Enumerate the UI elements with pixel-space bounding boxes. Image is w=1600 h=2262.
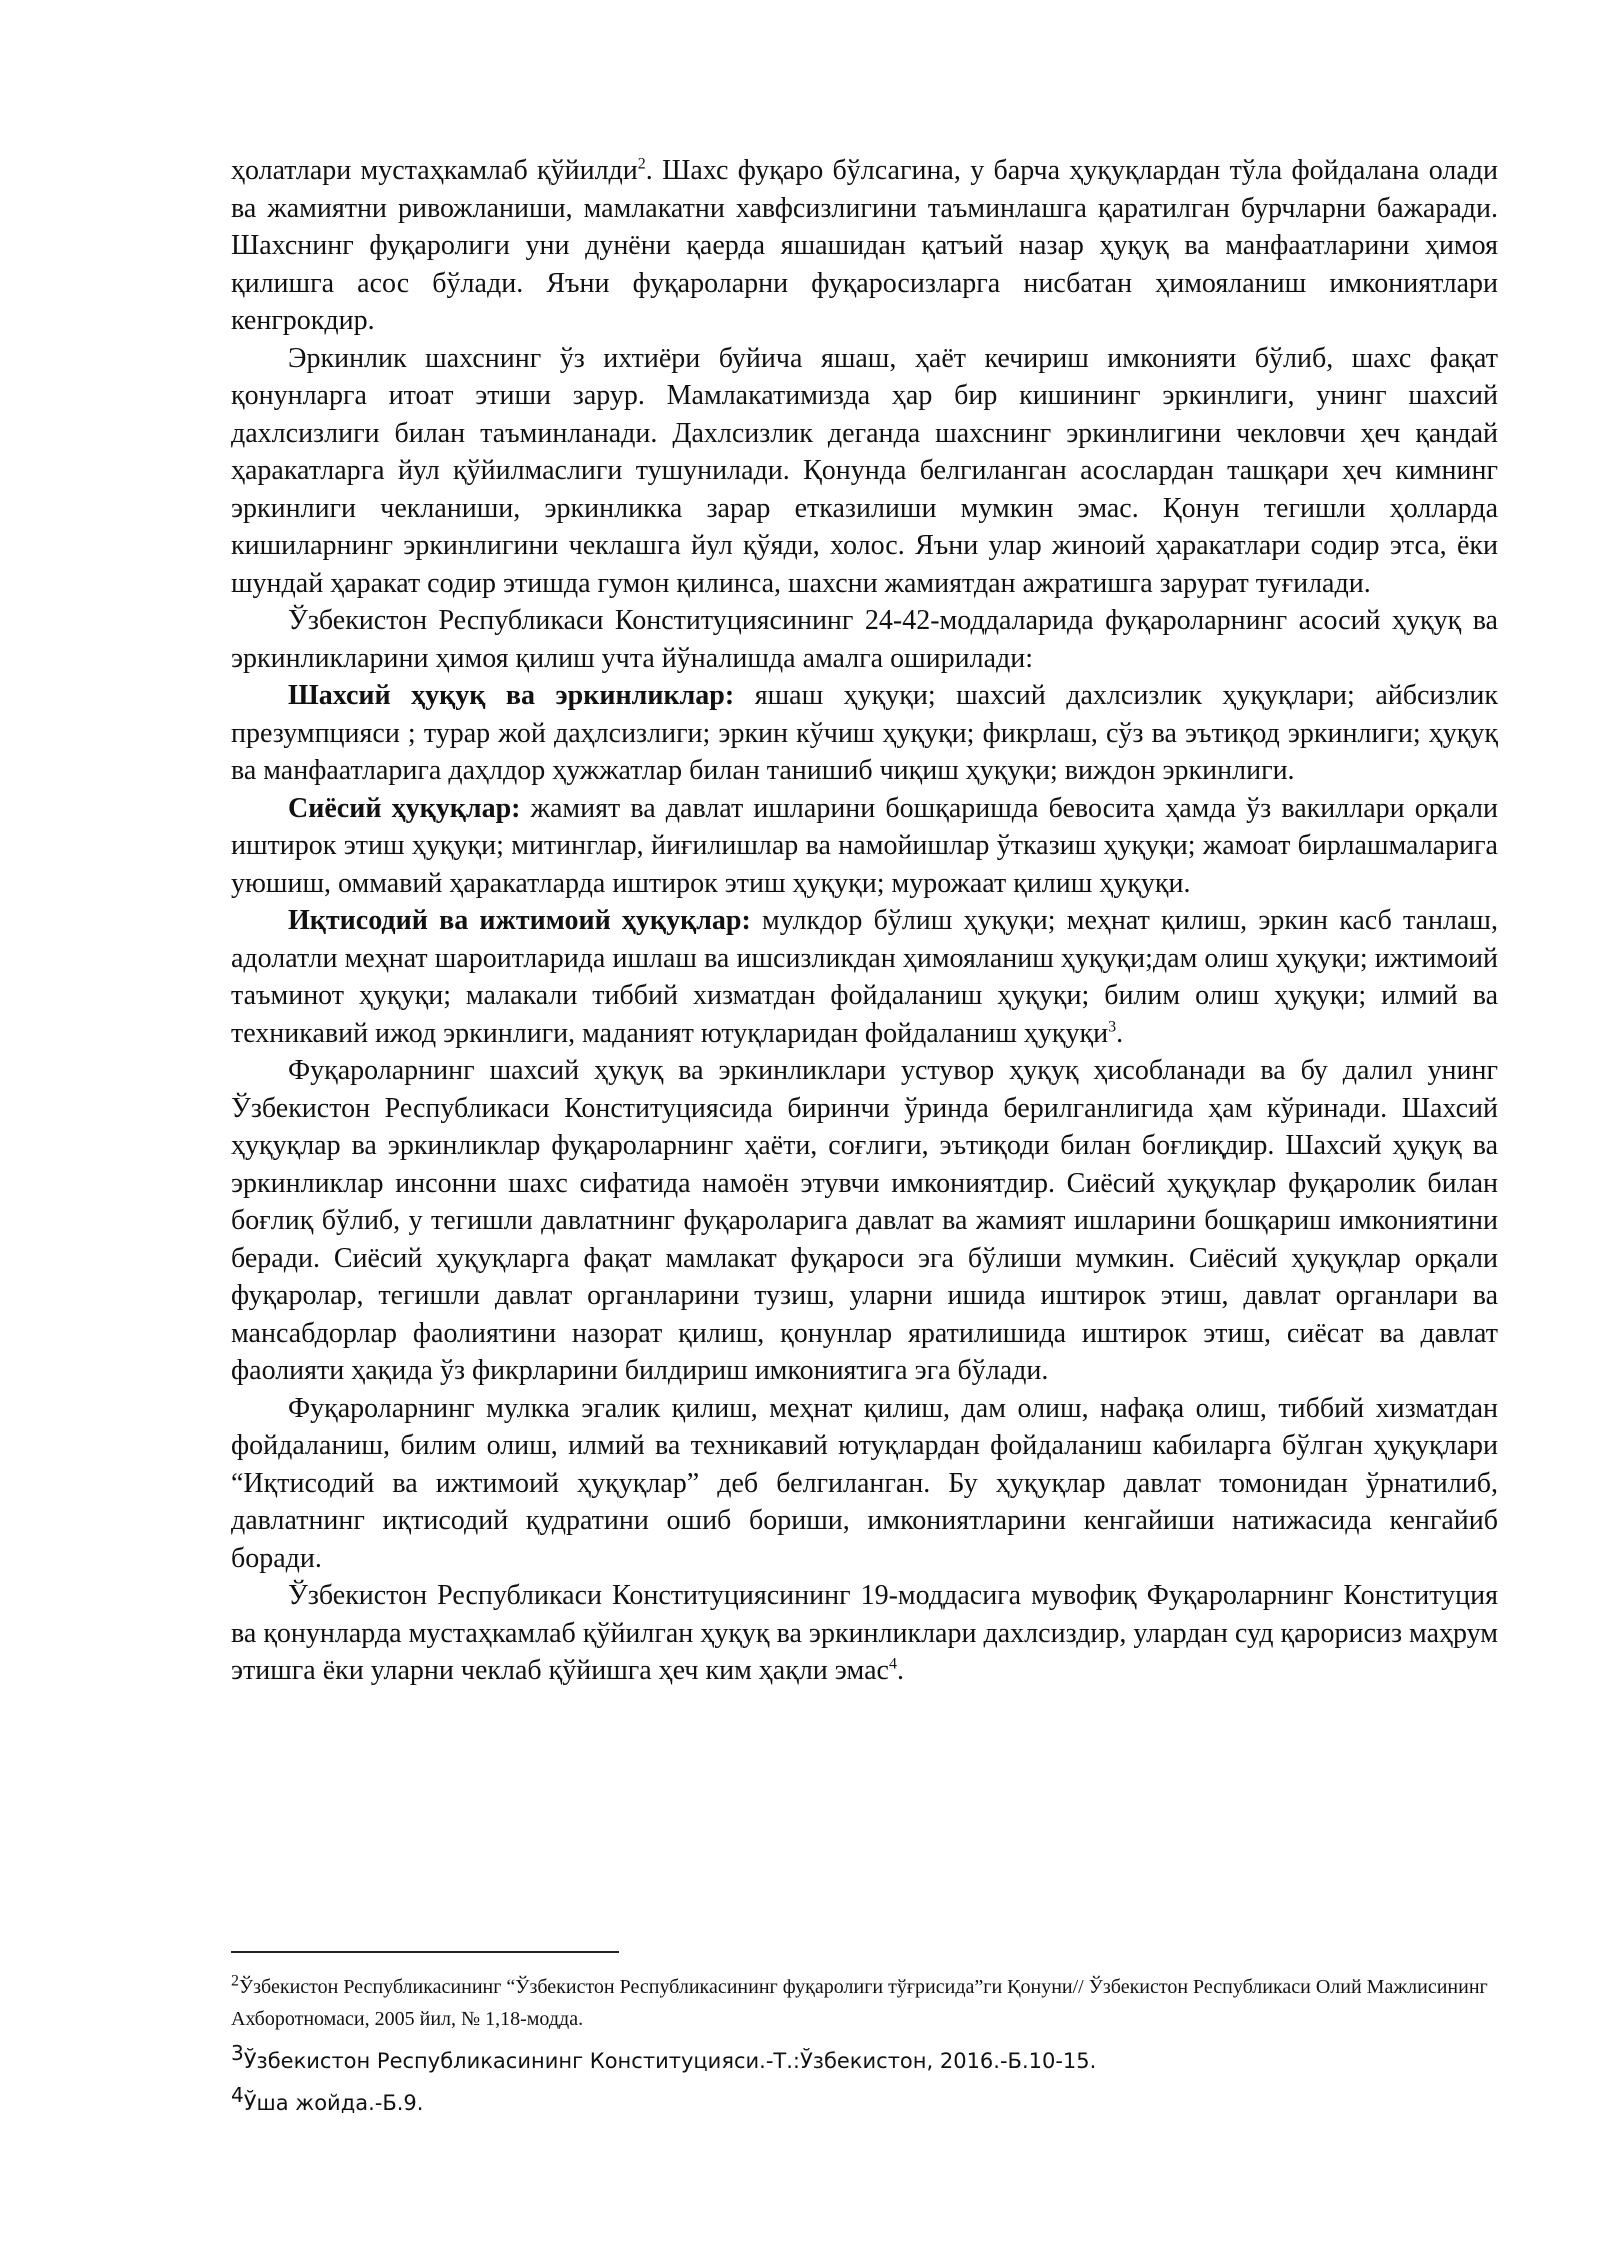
footnotes	[231, 1951, 1498, 2119]
paragraph-text: жамият ва давлат ишларини бошқаришда бевосита ҳамда ўз вакиллари орқали иштирок этиш ҳуқуқи; митинглар, йиғилишлар ва намойишлар ўтказиш ҳуқуқи; жамоат бирлашмаларига уюшиш, оммавий ҳаракатларда иштирок этиш ҳуқуқи; мурожаат қилиш ҳуқуқи.	[231, 792, 1498, 899]
paragraph	[231, 152, 1498, 340]
section-heading: Иқтисодий ва ижтимоий ҳуқуқлар:	[288, 905, 751, 936]
paragraph: Эркинлик шахснинг ўз ихтиёри буйича яшаш, ҳаёт кечириш имконияти бўлиб, шахс фақат қонунларга итоат этиши зарур. Мамлакатимизда ҳар бир кишининг эркинлиги, унинг шахсий дахлсизлиги билан таъминланади. Дахлсизлик деганда шахснинг эркинлигини чекловчи ҳеч қандай ҳаракатларга йул қўйилмаслиги тушунилади. Қонунда белгиланган асослардан ташқари ҳеч кимнинг эркинлиги чекланиши, эркинликка зарар етказилиши мумкин эмас. Қонун тегишли ҳолларда кишиларнинг эркинлигини чеклашга йул қўяди, холос. Яъни улар жиноий ҳаракатлари содир этса, ёки шундай ҳаракат содир этишда гумон қилинса, шахсни жамиятдан ажратишга зарурат туғилади.	[231, 342, 1498, 599]
footnote	[231, 2041, 1498, 2077]
footnote-mark: 4	[231, 2083, 244, 2107]
section-heading: Сиёсий ҳуқуқлар:	[288, 792, 521, 824]
paragraph-text: мулкдор бўлиш ҳуқуқи; меҳнат қилиш, эркин касб танлаш, адолатли меҳнат шароитларида ишлаш ва ишсизликдан ҳимояланиш ҳуқуқи;дам олиш ҳуқуқи; ижтимоий таъминот ҳуқуқи; малакали тиббий хизматдан фойдаланиш ҳуқуқи; билим олиш ҳуқуқи; илмий ва техникавий ижод эркинлиги, маданият ютуқларидан фойдаланиш ҳуқуқи	[231, 905, 1498, 1049]
paragraph: Ўзбекистон Республикаси Конституциясининг 24-42-моддаларида фуқароларнинг асосий ҳуқуқ ва эркинликларини ҳимоя қилиш учта йўналишда амалга оширилади:	[231, 605, 1498, 674]
paragraph	[231, 677, 1498, 790]
paragraph: Фуқароларнинг шахсий ҳуқуқ ва эркинликлари устувор ҳуқуқ ҳисобланади ва бу далил унинг Ўзбекистон Республикаси Конституциясида биринчи ўринда берилганлигида ҳам кўринади. Шахсий ҳуқуқлар ва эркинликлар фуқароларнинг ҳаёти, соғлиги, эътиқоди билан боғлиқдир. Шахсий ҳуқуқ ва эркинликлар инсонни шахс сифатида намоён этувчи имкониятдир. Сиёсий ҳуқуқлар фуқаролик билан боғлиқ бўлиб, у тегишли давлатнинг фуқароларига давлат ва жамият ишларини бошқариш имкониятини беради. Сиёсий ҳуқуқларга фақат мамлакат фуқароси эга бўлиши мумкин. Сиёсий ҳуқуқлар орқали фуқаролар, тегишли давлат органларини тузиш, уларни ишида иштирок этиш, давлат органлари ва мансабдорлар фаолиятини назорат қилиш, қонунлар яратилишида иштирок этиш, сиёсат ва давлат фаолияти ҳақида ўз фикрларини билдириш имкониятига эга бўлади.	[231, 1055, 1498, 1386]
footnote	[231, 1971, 1498, 2035]
footnote-mark: 2	[231, 1972, 239, 1990]
footnote-ref[interactable]: 3	[1108, 1018, 1117, 1036]
footnote-text: Ўзбекистон Республикасининг Конституцияси.-Т.:Ўзбекистон, 2016.-Б.10-15.	[243, 2049, 1097, 2073]
paragraph-text: .	[1116, 1017, 1124, 1049]
paragraph-text: Ўзбекистон Республикаси Конституциясининг 19-моддасига мувофиқ Фуқароларнинг Конституция ва қонунларда мустаҳкамлаб қўйилган ҳуқуқ ва эркинликлари дахлсиздир, улардан суд қарорисиз маҳрум этишга ёки уларни чеклаб қўйишга ҳеч ким ҳақли эмас	[231, 1580, 1498, 1686]
paragraph	[231, 1577, 1498, 1690]
footnote-mark: 3	[231, 2041, 244, 2065]
footnote-separator	[231, 1951, 619, 1953]
paragraph-text: яшаш ҳуқуқи; шахсий дахлсизлик ҳуқуқлари; айбсизлик презумпцияси ; турар жой даҳлсизлиги; эркин кўчиш ҳуқуқи; фикрлаш, сўз ва эътиқод эркинлиги; ҳуқуқ ва манфаатларига даҳлдор ҳужжатлар билан танишиб чиқиш ҳуқуқи; виждон эркинлиги.	[231, 680, 1499, 786]
footnote-ref[interactable]: 2	[637, 155, 646, 173]
footnote	[231, 2083, 1498, 2119]
footnote-text: Ўша жойда.-Б.9.	[243, 2091, 424, 2115]
paragraph: Фуқароларнинг мулкка эгалик қилиш, меҳнат қилиш, дам олиш, нафақа олиш, тиббий хизматдан фойдаланиш, билим олиш, илмий ва техникавий ютуқлардан фойдаланиш кабиларга бўлган ҳуқуқлари “Иқтисодий ва ижтимоий ҳуқуқлар” деб белгиланган. Бу ҳуқуқлар давлат томонидан ўрнатилиб, давлатнинг иқтисодий қудратини ошиб бориши, имкониятларини кенгайиши натижасида кенгайиб боради.	[231, 1392, 1498, 1574]
paragraph-text: .	[896, 1655, 904, 1686]
footnote-ref[interactable]: 4	[888, 1655, 897, 1673]
document-body	[231, 152, 1498, 1690]
footnote-text: Ўзбекистон Республикасининг “Ўзбекистон Республикасининг фуқаролиги тўғрисида”ги Қонуни// Ўзбекистон Республикаси Олий Мажлисининг Ахборотномаси, 2005 йил, № 1,18-модда.	[231, 1976, 1488, 2030]
section-heading: Шахсий ҳуқуқ ва эркинликлар:	[288, 680, 735, 711]
paragraph-text: ҳолатлари мустаҳкамлаб қўйилди	[231, 155, 638, 186]
paragraph	[231, 790, 1498, 903]
paragraph-text: . Шахс фуқаро бўлсагина, у барча ҳуқуқлардан тўла фойдалана олади ва жамиятни ривожланиши, мамлакатни хавфсизлигини таъминлашга қаратилган бурчларни бажаради. Шахснинг фуқаролиги уни дунёни қаерда яшашидан қатъий назар ҳуқуқ ва манфаатларини ҳимоя қилишга асос бўлади. Яъни фуқароларни фуқаросизларга нисбатан ҳимояланиш имкониятлари кенгрокдир.	[231, 155, 1498, 336]
paragraph	[231, 902, 1498, 1052]
